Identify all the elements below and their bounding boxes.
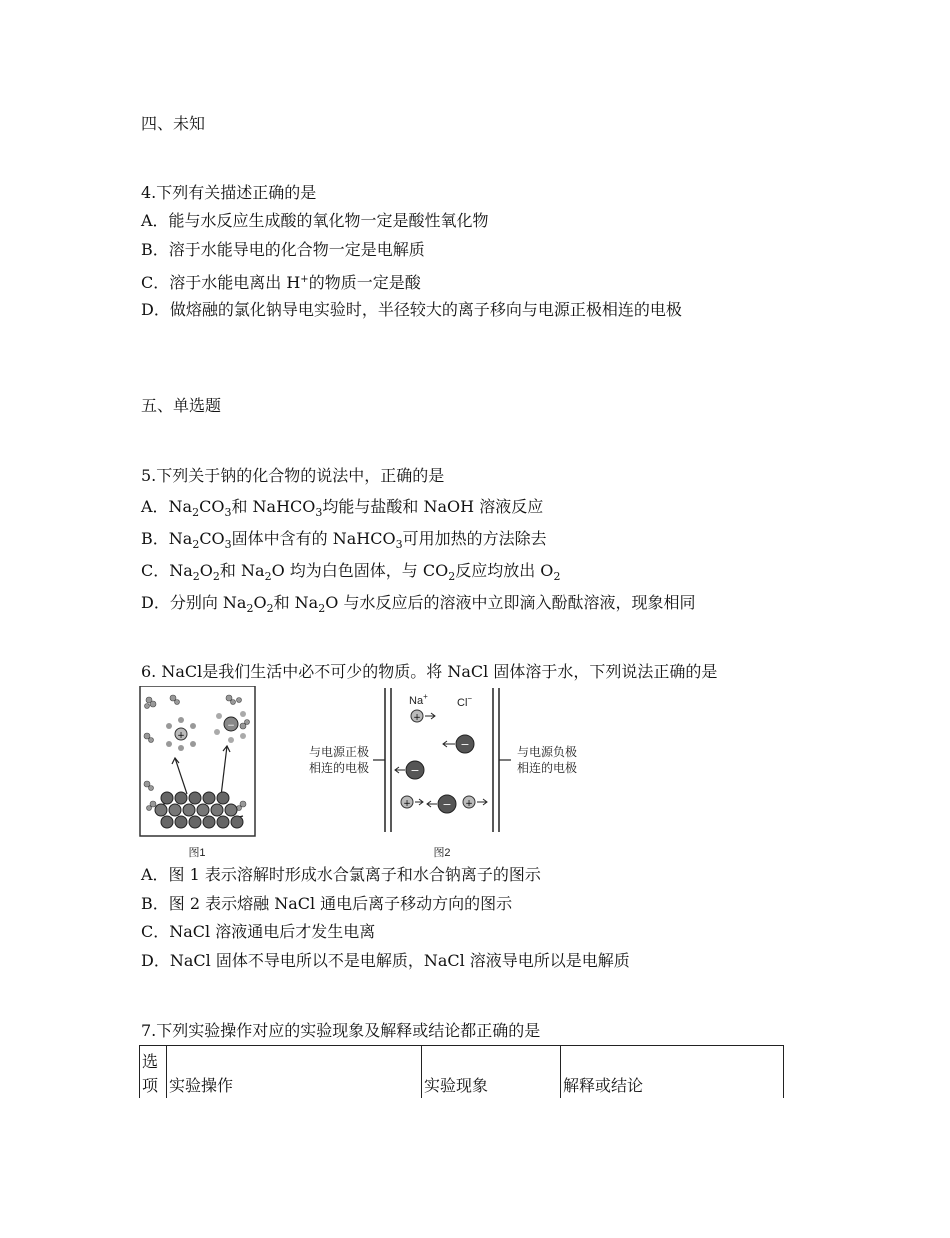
q5-option-c: C．$Na_2O_2$和 $Na_2O$ 均为白色固体，与 $CO_2$反应均放出 $O_2$ [141,561,561,583]
q4-option-b: B．溶于水能导电的化合物一定是电解质 [141,240,425,259]
q6-option-d: D．NaCl 固体不导电所以不是电解质，NaCl 溶液导电所以是电解质 [141,951,630,970]
q7-stem: 7.下列实验操作对应的实验现象及解释或结论都正确的是 [141,1021,541,1040]
bottom-ion-row [401,795,487,813]
q6-option-b: B．图 2 表示熔融 NaCl 通电后离子移动方向的图示 [141,894,513,913]
left-electrode-label-2: 相连的电极 [308,761,370,775]
svg-text:+: + [413,713,421,723]
left-electrode-label-1: 与电源正极 [308,745,370,759]
q4-option-c-text-end: 的物质一定是酸 [308,273,421,292]
header-conclusion: 解释或结论 [561,1046,784,1099]
svg-text:−: − [442,798,452,811]
na-legend-ion [411,710,435,723]
right-electrode-label-2: 相连的电极 [516,761,578,775]
header-option: 选 项 [140,1046,167,1099]
svg-text:+: + [177,731,185,741]
svg-text:−: − [410,764,420,777]
q6-option-a: A．图 1 表示溶解时形成水合氯离子和水合钠离子的图示 [141,865,541,884]
h-plus-charge: + [300,274,309,285]
na-legend-label: Na+ [409,692,428,707]
q4-stem: 4.下列有关描述正确的是 [141,183,317,202]
svg-text:−: − [227,721,235,731]
q6-option-c: C．NaCl 溶液通电后才发生电离 [141,922,376,941]
cl-ion-near-anode [395,761,424,779]
section-heading-5: 五、单选题 [141,396,222,415]
section-heading-4: 四、未知 [141,114,206,133]
cl-legend-label: Cl− [457,694,473,709]
svg-text:+: + [465,799,473,809]
q5-option-d: D．分别向 $Na_2O_2$和 $Na_2O$ 与水反应后的溶液中立即滴入酚酞溶液，现象相同 [141,593,696,615]
q4-option-c [141,270,421,293]
left-electrode [385,688,391,832]
header-operation: 实验操作 [167,1046,422,1099]
q5-option-a: A．$Na_2CO_3$和 NaHCO$_3$均能与盐酸和 NaOH 溶液反应 [141,497,544,519]
q4-option-d: D．做熔融的氯化钠导电实验时，半径较大的离子移向与电源正极相连的电极 [141,300,682,319]
page-bottom-mask [130,1098,830,1238]
cl-legend-ion [443,735,474,753]
q5-option-b: B．$Na_2CO_3$固体中含有的 NaHCO$_3$可用加热的方法除去 [141,529,547,551]
q6-stem: 6. NaCl是我们生活中必不可少的物质。将 NaCl 固体溶于水，下列说法正确的是 [141,662,718,681]
svg-text:+: + [403,799,411,809]
fig1-caption: 图1 [188,847,206,859]
right-electrode-label-1: 与电源负极 [516,745,578,759]
svg-text:−: − [460,738,470,751]
header-phenomenon: 实验现象 [422,1046,561,1099]
fig2-caption: 图2 [433,847,451,859]
q5-stem: 5.下列关于钠的化合物的说法中，正确的是 [141,466,445,485]
q4-option-c-text: C．溶于水能电离出 H [141,273,301,292]
right-electrode [493,688,499,832]
nacl-figure [139,686,584,861]
q4-option-a: A．能与水反应生成酸的氧化物一定是酸性氧化物 [141,211,489,230]
table-header-row [140,1046,784,1099]
